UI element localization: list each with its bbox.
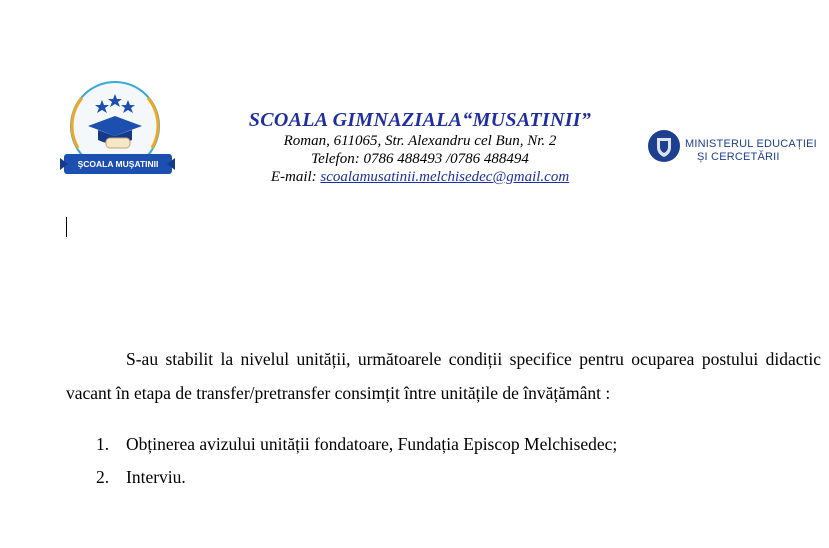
letterhead <box>200 108 640 186</box>
logo-banner-text: ŞCOALA MUŞATINII <box>77 159 159 169</box>
list-item <box>96 428 617 461</box>
ministry-logo <box>647 129 822 169</box>
list-item-text: Interviu. <box>126 467 186 487</box>
list-item-text: Obținerea avizului unității fondatoare, Fundația Episcop Melchisedec; <box>126 434 618 454</box>
coat-of-arms-icon <box>647 129 681 163</box>
school-address: Roman, 611065, Str. Alexandru cel Bun, Nr. 2 <box>283 133 557 149</box>
ministry-line-2: ȘI CERCETĂRII <box>697 151 780 163</box>
body-paragraph: S-au stabilit la nivelul unității, următoarele condiții specifice pentru ocuparea postului didactic vacant în etapa de transfer/pretransfer consimțit între unitățile de învățământ : <box>66 349 821 403</box>
school-logo <box>60 78 175 188</box>
school-name: SCOALA GIMNAZIALA“MUSATINII” <box>248 109 592 131</box>
school-email-line <box>200 168 640 186</box>
list-item <box>96 461 617 494</box>
ministry-line-1: MINISTERUL EDUCAȚIEI <box>685 138 817 150</box>
text-cursor <box>66 217 67 237</box>
conditions-list <box>96 428 617 494</box>
school-phone: Telefon: 0786 488493 /0786 488494 <box>311 151 529 167</box>
email-link[interactable]: scoalamusatinii.melchisedec@gmail.com <box>320 169 570 185</box>
email-label: E-mail: <box>270 169 321 185</box>
list-item-number: 2. <box>96 467 110 487</box>
list-item-number: 1. <box>96 434 110 454</box>
